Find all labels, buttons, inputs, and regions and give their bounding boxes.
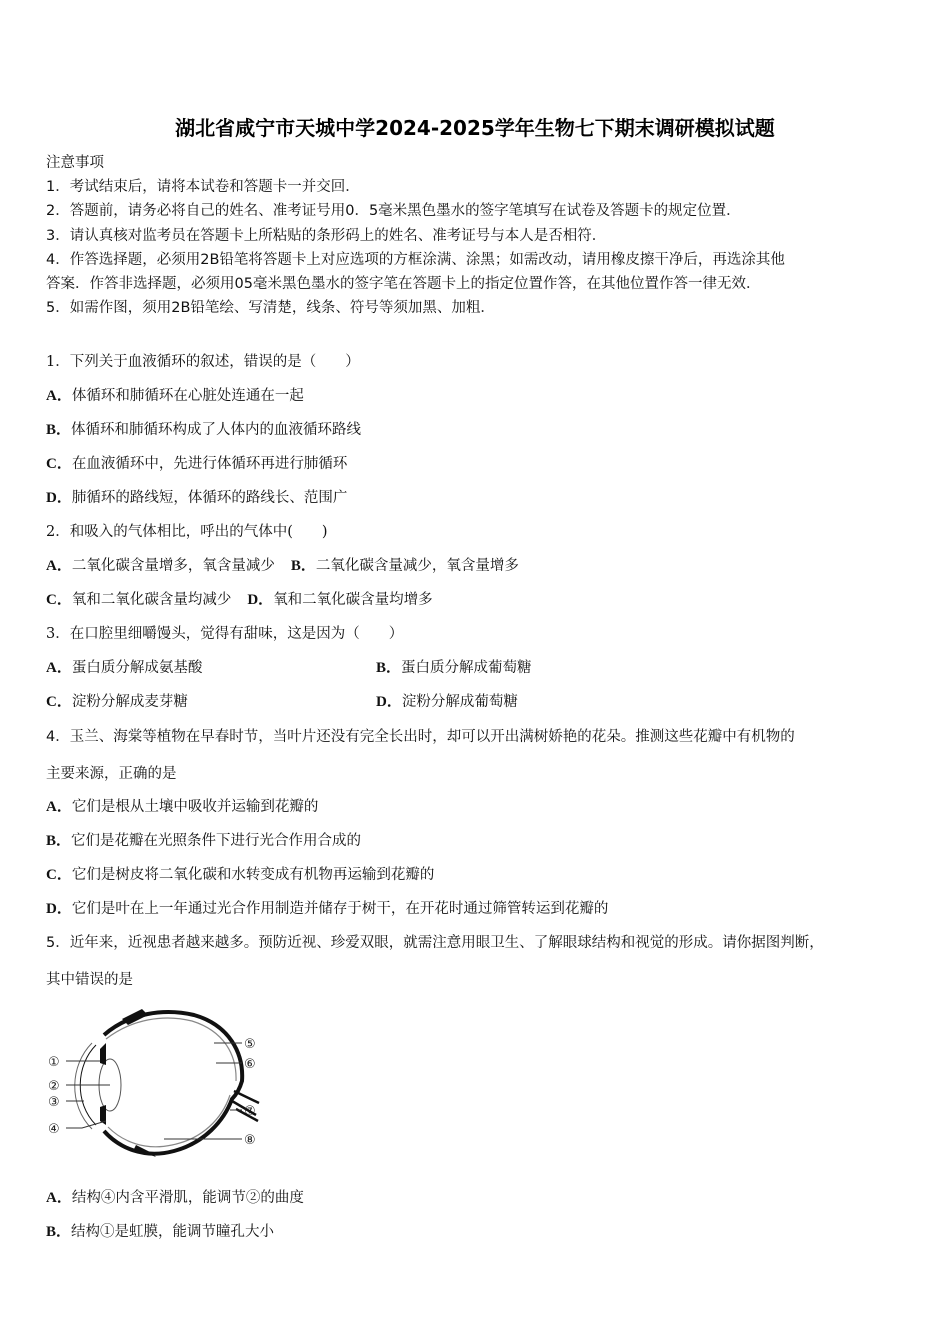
- question-4-option-c: [46, 863, 434, 884]
- option-text: 它们是树皮将二氧化碳和水转变成有机物再运输到花瓣的: [71, 867, 435, 883]
- question-2-options-cd: [46, 588, 433, 609]
- option-text: 体循环和肺循环在心脏处连通在一起: [71, 388, 304, 404]
- question-4-stem-line1: 4．玉兰、海棠等植物在早春时节，当叶片还没有完全长出时，却可以开出满树娇艳的花朵。推测这些花瓣中有机物的: [46, 729, 795, 745]
- question-5-stem-line2: 其中错误的是: [46, 972, 133, 988]
- label-7: ⑦: [244, 1104, 256, 1119]
- question-4-option-b: [46, 829, 361, 850]
- label-2: ②: [48, 1079, 60, 1094]
- question-5-option-a: [46, 1186, 304, 1207]
- option-text: 结构①是虹膜，能调节瞳孔大小: [71, 1224, 275, 1240]
- option-text: 肺循环的路线短，体循环的路线长、范围广: [71, 490, 348, 506]
- label-4: ④: [48, 1122, 60, 1137]
- option-text: 它们是花瓣在光照条件下进行光合作用合成的: [71, 833, 362, 849]
- option-text: 蛋白质分解成葡萄糖: [401, 660, 532, 676]
- option-text: 体循环和肺循环构成了人体内的血液循环路线: [71, 422, 362, 438]
- notice-item: 1．考试结束后，请将本试卷和答题卡一并交回．: [46, 179, 360, 196]
- option-letter: D．: [46, 490, 72, 506]
- label-8: ⑧: [244, 1133, 256, 1148]
- question-5-option-b: [46, 1220, 274, 1241]
- option-letter: B．: [376, 660, 402, 676]
- option-text: 二氧化碳含量减少，氧含量增多: [315, 558, 519, 574]
- question-2-stem: 2．和吸入的气体相比，呼出的气体中( ): [46, 524, 328, 540]
- option-letter: D．: [46, 901, 72, 917]
- eyeball-diagram: [44, 1003, 266, 1159]
- question-4-option-d: [46, 897, 608, 918]
- option-text: 在血液循环中，先进行体循环再进行肺循环: [71, 456, 348, 472]
- question-5-stem-line1: 5．近年来，近视患者越来越多。预防近视、珍爱双眼，就需注意用眼卫生、了解眼球结构和视觉的形成。请你据图判断，: [46, 935, 824, 951]
- option-letter: A．: [46, 799, 72, 815]
- option-letter: D．: [247, 592, 274, 608]
- label-1: ①: [48, 1055, 60, 1070]
- question-1-option-d: [46, 486, 347, 507]
- option-text: 氧和二氧化碳含量均减少: [71, 592, 232, 608]
- notice-item: 答案．作答非选择题，必须用05毫米黑色墨水的签字笔在答题卡上的指定位置作答，在其他位置作答一律无效．: [46, 276, 761, 293]
- option-text: 淀粉分解成麦芽糖: [71, 694, 188, 710]
- question-4-stem-line2: 主要来源，正确的是: [46, 766, 177, 782]
- option-letter: A．: [46, 1190, 72, 1206]
- notice-item: 3．请认真核对监考员在答题卡上所粘贴的条形码上的姓名、准考证号与本人是否相符．: [46, 227, 607, 244]
- question-3-option-c: [46, 690, 188, 711]
- option-letter: C．: [46, 592, 72, 608]
- question-1-option-c: [46, 452, 347, 473]
- label-6: ⑥: [244, 1057, 256, 1072]
- question-4-option-a: [46, 795, 318, 816]
- option-text: 结构④内含平滑肌，能调节②的曲度: [71, 1190, 304, 1206]
- question-3-option-a: [46, 656, 202, 677]
- notice-item: 2．答题前，请务必将自己的姓名、准考证号用0．5毫米黑色墨水的签字笔填写在试卷及答题卡的规定位置．: [46, 203, 741, 220]
- option-letter: B．: [46, 1224, 72, 1240]
- label-3: ③: [48, 1095, 60, 1110]
- question-2-options-ab: [46, 554, 519, 575]
- option-text: 蛋白质分解成氨基酸: [71, 660, 203, 676]
- notice-section: [46, 151, 916, 320]
- option-letter: B．: [46, 422, 72, 438]
- option-letter: A．: [46, 558, 72, 574]
- notice-item: 4．作答选择题，必须用2B铅笔将答题卡上对应选项的方框涂满、涂黑；如需改动，请用橡皮擦干净后，再选涂其他: [46, 251, 785, 268]
- question-1-option-b: [46, 418, 361, 439]
- option-letter: C．: [46, 694, 72, 710]
- option-text: 它们是叶在上一年通过光合作用制造并储存于树干，在开花时通过筛管转运到花瓣的: [71, 901, 609, 917]
- option-text: 它们是根从土壤中吸收并运输到花瓣的: [71, 799, 319, 815]
- option-letter: A．: [46, 660, 72, 676]
- option-text: 淀粉分解成葡萄糖: [401, 694, 518, 710]
- label-5: ⑤: [244, 1037, 256, 1052]
- option-letter: B．: [46, 833, 72, 849]
- option-text: 氧和二氧化碳含量均增多: [273, 592, 433, 608]
- question-3-stem: 3．在口腔里细嚼馒头，觉得有甜味，这是因为（ ）: [46, 626, 404, 642]
- notice-item: 5．如需作图，须用2B铅笔绘、写清楚，线条、符号等须加黑、加粗．: [46, 300, 495, 317]
- option-letter: A．: [46, 388, 72, 404]
- exam-title: 湖北省咸宁市天城中学2024-2025学年生物七下期末调研模拟试题: [175, 116, 775, 140]
- notice-heading: 注意事项: [46, 155, 104, 171]
- option-letter: C．: [46, 456, 72, 472]
- option-text: 二氧化碳含量增多，氧含量减少: [71, 558, 275, 574]
- question-1-option-a: [46, 384, 304, 405]
- option-letter: D．: [376, 694, 402, 710]
- question-3-option-d: [376, 690, 518, 711]
- question-1-stem: 1．下列关于血液循环的叙述，错误的是（ ）: [46, 354, 360, 370]
- question-3-option-b: [376, 656, 532, 677]
- option-letter: C．: [46, 867, 72, 883]
- option-letter: B．: [290, 558, 316, 574]
